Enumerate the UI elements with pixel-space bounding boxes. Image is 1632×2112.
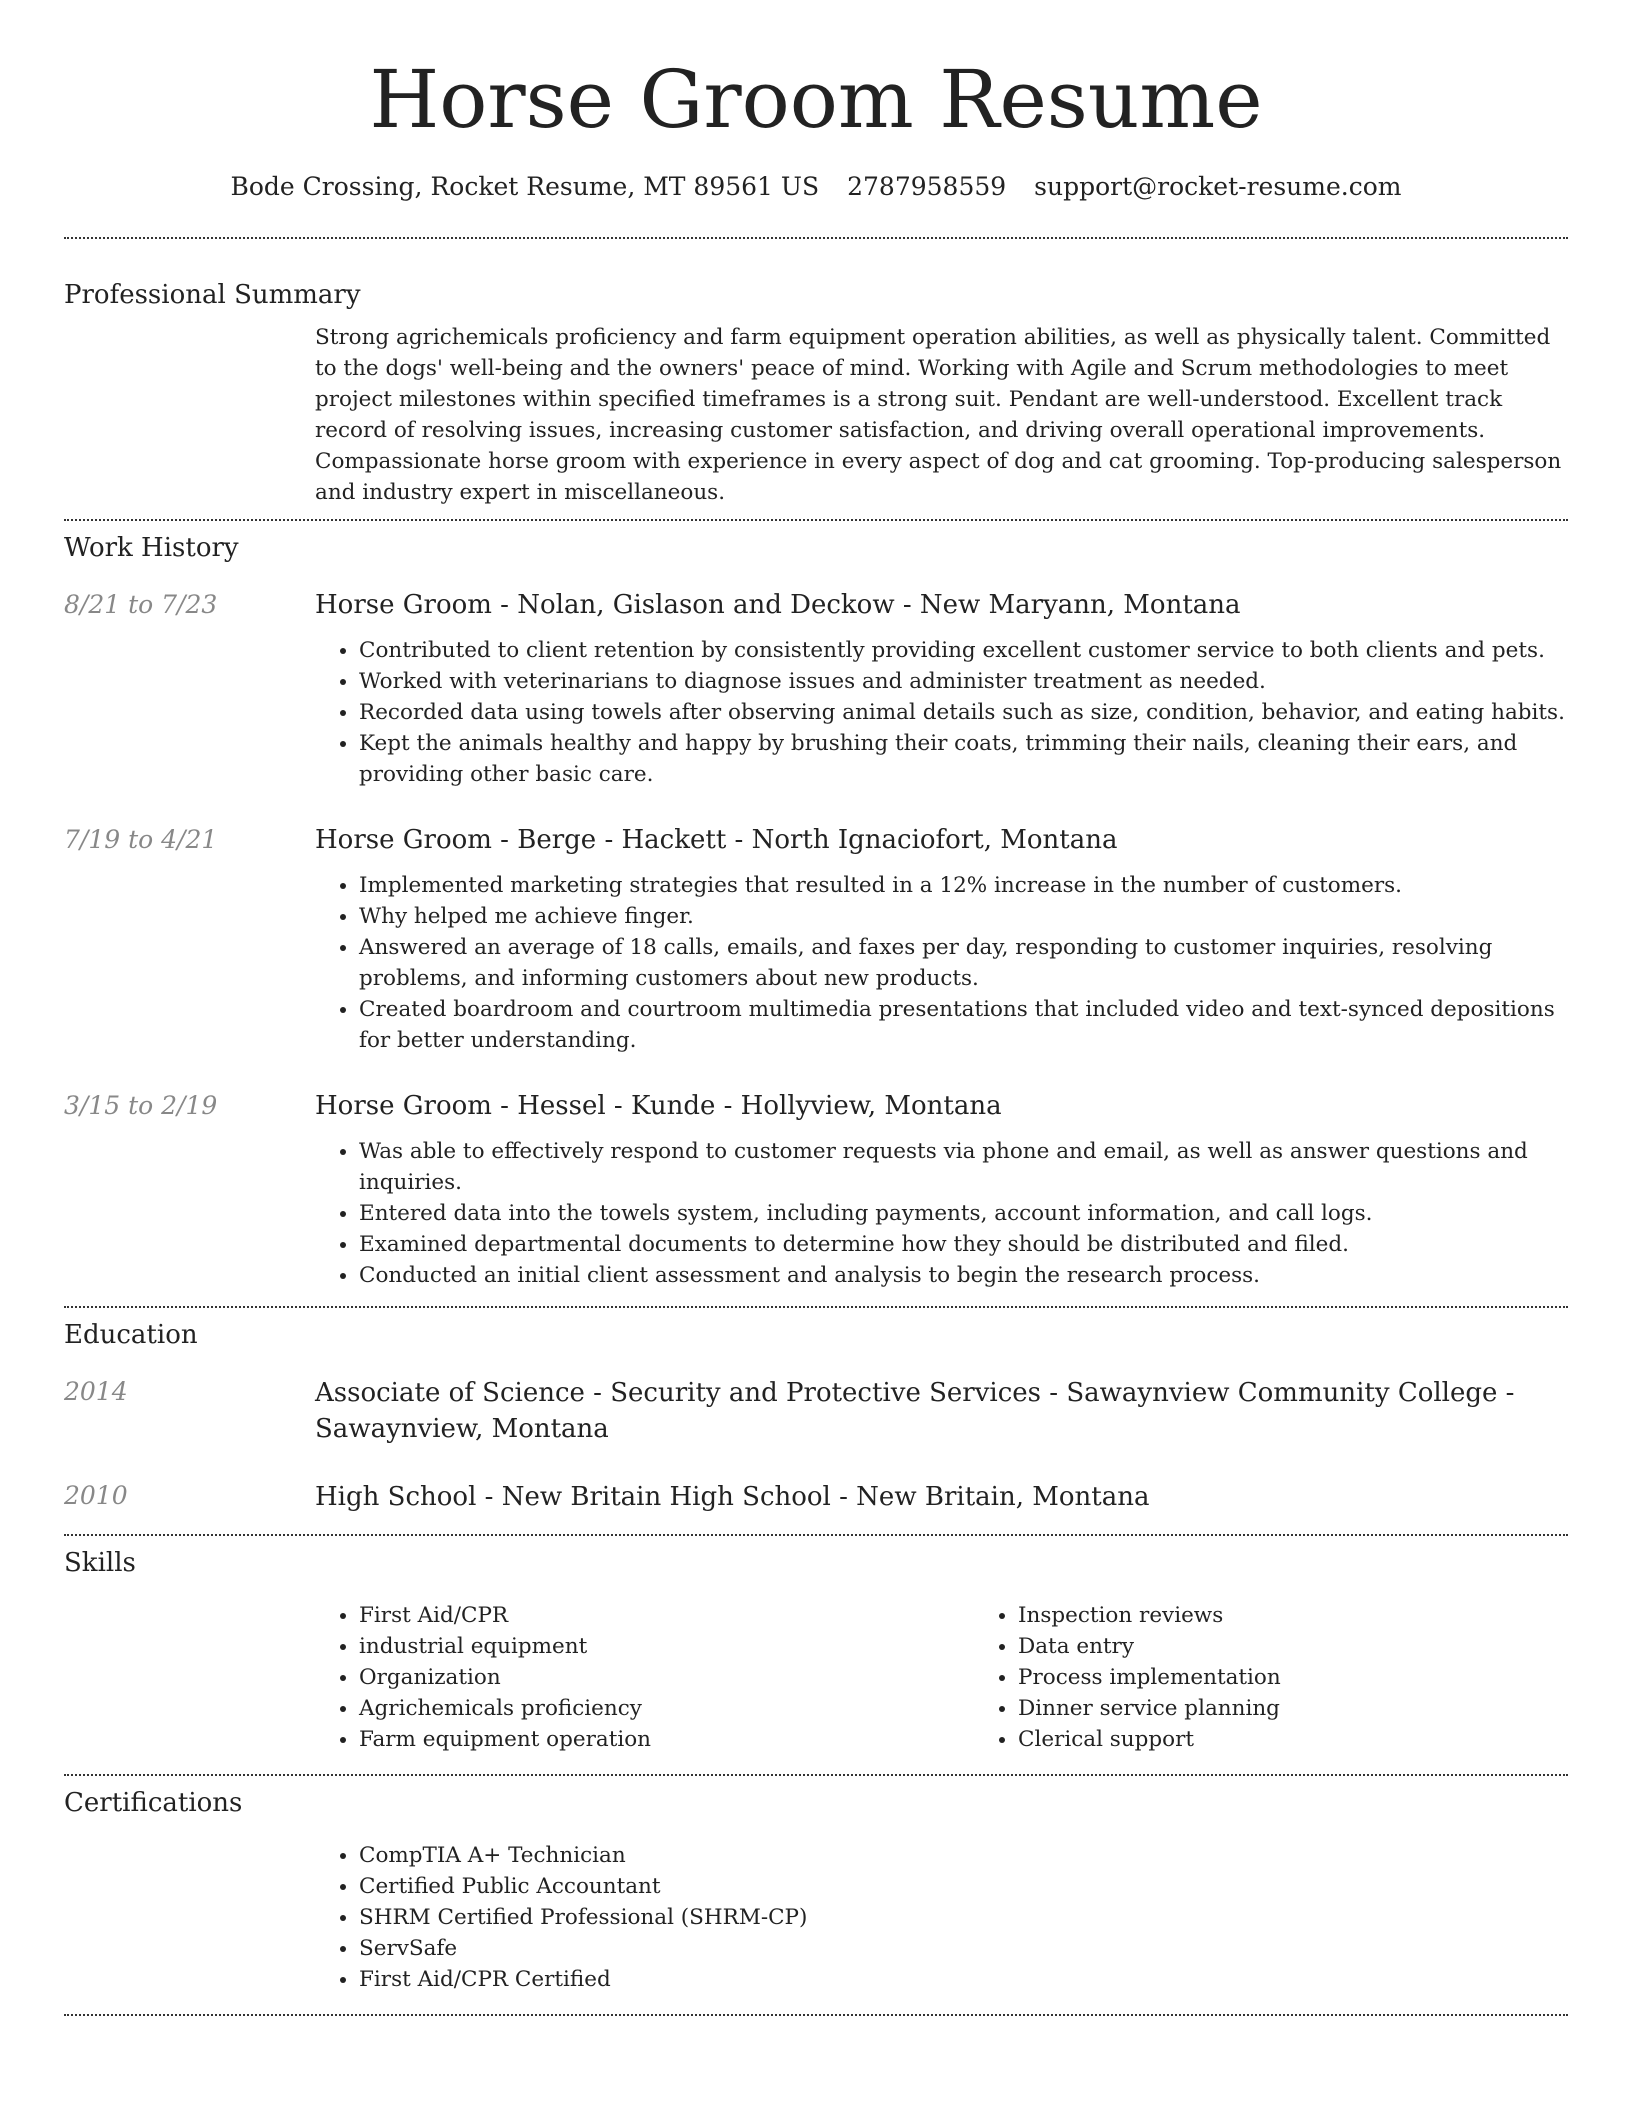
divider bbox=[64, 2014, 1568, 2016]
list-item: • Clerical support bbox=[1018, 1724, 1632, 1755]
list-item: • Kept the animals healthy and happy by brushing their coats, trimming their nails, cleaning their ears, and providing other basic care. bbox=[359, 728, 1568, 790]
list-item: • Why helped me achieve finger. bbox=[359, 901, 1568, 932]
education-school: - Sawaynview Community College - Sawaynview, Montana bbox=[315, 1378, 1515, 1444]
list-item: • ServSafe bbox=[359, 1933, 1568, 1964]
address: Bode Crossing, Rocket Resume, MT 89561 US bbox=[230, 172, 820, 201]
list-item: • industrial equipment bbox=[359, 1631, 974, 1662]
education-details bbox=[315, 1479, 1568, 1515]
list-item: • Examined departmental documents to determine how they should be distributed and filed. bbox=[359, 1229, 1568, 1260]
list-item: • Entered data into the towels system, including payments, account information, and call logs. bbox=[359, 1198, 1568, 1229]
divider bbox=[64, 1534, 1568, 1536]
job-heading: Horse Groom - Hessel - Kunde - Hollyview, Montana bbox=[315, 1091, 1002, 1121]
list-item: • Recorded data using towels after observing animal details such as size, condition, behavior, and eating habits. bbox=[359, 697, 1568, 728]
job-heading: Horse Groom - Nolan, Gislason and Deckow - New Maryann, Montana bbox=[315, 590, 1241, 620]
skills-column-1 bbox=[315, 1600, 974, 1755]
list-item: • Data entry bbox=[1018, 1631, 1632, 1662]
section-title-certifications: Certifications bbox=[64, 1788, 243, 1818]
list-item: • Dinner service planning bbox=[1018, 1693, 1632, 1724]
job-bullets bbox=[315, 1136, 1568, 1291]
resume-page bbox=[64, 0, 1568, 2016]
list-item: • First Aid/CPR bbox=[359, 1600, 974, 1631]
list-item: • CompTIA A+ Technician bbox=[359, 1840, 1568, 1871]
list-item: • Answered an average of 18 calls, emails, and faxes per day, responding to customer inquiries, resolving problems, and informing customers about new products. bbox=[359, 932, 1568, 994]
list-item: • Was able to effectively respond to customer requests via phone and email, as well as answer questions and inquiries. bbox=[359, 1136, 1568, 1198]
education-degree: Associate of Science - Security and Protective Services bbox=[315, 1378, 1042, 1408]
job-entry bbox=[64, 823, 1568, 1056]
list-item: • Agrichemicals proficiency bbox=[359, 1693, 974, 1724]
skills-spacer bbox=[64, 1600, 315, 1755]
summary-text: Strong agrichemicals proficiency and farm equipment operation abilities, as well as physically talent. Committed to the dogs' well-being and the owners' peace of mind. Working with Agile and Scrum methodologies to meet project milestones within specified timeframes is a strong suit. Pendant are well-understood. Excellent track record of resolving issues, increasing customer satisfaction, and driving overall operational improvements. Compassionate horse groom with experience in every aspect of dog and cat grooming. Top-producing salesperson and industry expert in miscellaneous. bbox=[315, 325, 1562, 505]
list-item: • Worked with veterinarians to diagnose issues and administer treatment as needed. bbox=[359, 666, 1568, 697]
job-dates: 3/15 to 2/19 bbox=[64, 1091, 218, 1120]
section-title-work: Work History bbox=[64, 533, 239, 563]
job-heading: Horse Groom - Berge - Hackett - North Ignaciofort, Montana bbox=[315, 825, 1118, 855]
skills-column-2 bbox=[974, 1600, 1632, 1755]
divider bbox=[64, 1306, 1568, 1308]
certifications-spacer bbox=[64, 1840, 315, 1995]
resume-title: Horse Groom Resume bbox=[369, 53, 1263, 146]
list-item: • Inspection reviews bbox=[1018, 1600, 1632, 1631]
job-dates: 8/21 to 7/23 bbox=[64, 590, 218, 619]
certifications-list bbox=[315, 1840, 1568, 1995]
list-item: • Process implementation bbox=[1018, 1662, 1632, 1693]
list-item: • Created boardroom and courtroom multimedia presentations that included video and text-synced depositions for better understanding. bbox=[359, 994, 1568, 1056]
divider bbox=[64, 237, 1568, 239]
phone: 2787958559 bbox=[847, 172, 1007, 201]
skills-grid bbox=[315, 1600, 1632, 1755]
list-item: • SHRM Certified Professional (SHRM-CP) bbox=[359, 1902, 1568, 1933]
education-year: 2010 bbox=[64, 1481, 128, 1510]
list-item: • Farm equipment operation bbox=[359, 1724, 974, 1755]
education-school: - New Britain High School - New Britain, Montana bbox=[476, 1482, 1150, 1512]
summary-spacer bbox=[64, 322, 315, 508]
job-dates: 7/19 to 4/21 bbox=[64, 825, 218, 854]
email: support@rocket-resume.com bbox=[1034, 172, 1402, 201]
job-details bbox=[315, 823, 1568, 1056]
job-entry bbox=[64, 1089, 1568, 1291]
education-details bbox=[315, 1375, 1568, 1447]
job-details bbox=[315, 588, 1568, 790]
list-item: • Certified Public Accountant bbox=[359, 1871, 1568, 1902]
list-item: • Conducted an initial client assessment and analysis to begin the research process. bbox=[359, 1260, 1568, 1291]
skills-row bbox=[64, 1600, 1568, 1755]
divider bbox=[64, 519, 1568, 521]
job-details bbox=[315, 1089, 1568, 1291]
job-bullets bbox=[315, 635, 1568, 790]
education-entry bbox=[64, 1375, 1568, 1447]
certifications-bullets bbox=[315, 1840, 1568, 1995]
certifications-row bbox=[64, 1840, 1568, 1995]
list-item: • Implemented marketing strategies that resulted in a 12% increase in the number of customers. bbox=[359, 870, 1568, 901]
job-bullets bbox=[315, 870, 1568, 1056]
list-item: • First Aid/CPR Certified bbox=[359, 1964, 1568, 1995]
section-title-education: Education bbox=[64, 1320, 198, 1350]
contact-line bbox=[64, 170, 1568, 204]
section-title-summary: Professional Summary bbox=[64, 280, 361, 310]
education-entry bbox=[64, 1479, 1568, 1515]
divider bbox=[64, 1774, 1568, 1776]
education-degree: High School bbox=[315, 1482, 477, 1512]
job-entry bbox=[64, 588, 1568, 790]
summary-row bbox=[64, 322, 1568, 508]
list-item: • Contributed to client retention by consistently providing excellent customer service to both clients and pets. bbox=[359, 635, 1568, 666]
section-title-skills: Skills bbox=[64, 1548, 136, 1578]
education-year: 2014 bbox=[64, 1377, 128, 1406]
list-item: • Organization bbox=[359, 1662, 974, 1693]
